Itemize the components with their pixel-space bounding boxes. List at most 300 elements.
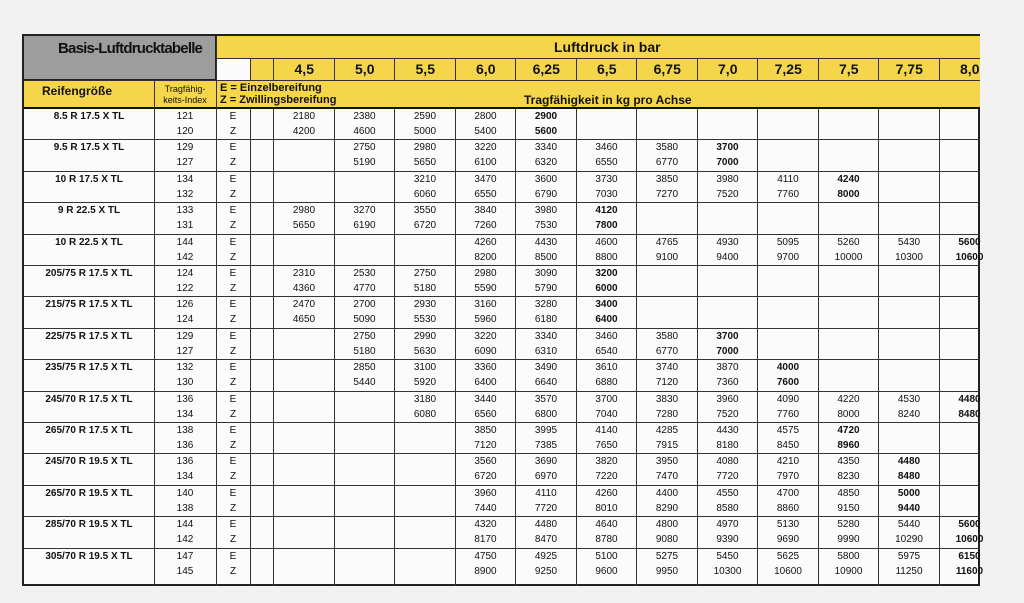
capacity-single: 6150 [958,550,981,562]
tire-size: 245/70 R 19.5 X TL [45,456,133,468]
load-index-dual: 142 [176,534,194,546]
capacity-single: 2930 [413,299,437,311]
capacity-single: 3995 [534,425,558,436]
capacity-single: 5600 [958,519,981,531]
capacity-single: 4120 [595,205,618,217]
mounting-dual: Z [229,220,237,232]
capacity-dual: 7000 [716,157,739,169]
capacity-dual: 6640 [534,377,558,389]
capacity-single: 3220 [474,142,497,154]
capacity-dual: 8480 [897,471,921,483]
mounting-single: E [229,330,237,342]
divider [697,58,698,80]
capacity-single: 3460 [595,142,618,154]
capacity-single: 5625 [776,550,800,562]
capacity-single: 5800 [837,550,860,562]
capacity-single: 3340 [534,142,558,154]
capacity-dual: 8450 [776,440,800,451]
capacity-single: 4700 [776,487,800,499]
load-index-single: 136 [176,393,194,405]
pressure-value: 7,25 [774,61,802,77]
divider [250,58,251,80]
mounting-dual: Z [229,377,237,389]
capacity-dual: 8500 [534,251,558,263]
load-index-single: 126 [176,299,194,311]
capacity-dual: 8180 [716,440,739,451]
capacity-dual: 6560 [474,408,497,420]
tire-size: 245/70 R 17.5 X TL [45,393,133,405]
capacity-dual: 7970 [776,471,800,483]
divider [24,80,980,81]
capacity-single: 4320 [474,519,497,531]
capacity-dual: 9100 [655,251,679,263]
capacity-dual: 4200 [292,126,316,137]
divider [878,58,879,80]
capacity-single: 3180 [413,393,437,405]
capacity-dual: 7600 [776,377,800,389]
mounting-dual: Z [229,283,237,294]
pressure-value: 7,0 [718,61,738,77]
capacity-dual: 5920 [413,377,437,389]
capacity-dual: 10000 [834,251,863,263]
load-index-single: 136 [176,456,194,468]
mounting-single: E [229,111,237,122]
capacity-dual: 6310 [534,345,558,357]
divider [576,58,577,80]
tire-size: 205/75 R 17.5 X TL [45,268,133,279]
capacity-single: 3700 [595,393,618,405]
capacity-dual: 7270 [655,188,679,200]
title-box [24,36,216,80]
capacity-dual: 5790 [534,283,558,294]
divider [455,58,456,80]
capacity-dual: 8290 [655,502,679,514]
divider [818,58,819,80]
capacity-single: 2530 [353,268,376,279]
pressure-value: 5,5 [415,61,435,77]
capacity-single: 2700 [353,299,376,311]
capacity-dual: 6180 [534,314,558,326]
capacity-dual: 7220 [595,471,618,483]
capacity-dual: 8010 [595,502,618,514]
mounting-single: E [229,268,237,279]
capacity-dual: 5090 [353,314,376,326]
capacity-dual: 11250 [895,565,923,577]
capacity-single: 2750 [413,268,437,279]
capacity-single: 3980 [716,173,739,185]
pressure-value: 7,5 [839,61,859,77]
capacity-dual: 5650 [413,157,437,169]
capacity-dual: 4360 [292,283,316,294]
capacity-single: 2850 [353,362,376,374]
capacity-dual: 5180 [413,283,437,294]
capacity-dual: 9400 [716,251,739,263]
capacity-dual: 5400 [474,126,497,137]
capacity-single: 4090 [776,393,800,405]
capacity-dual: 6320 [534,157,558,169]
capacity-dual: 7000 [716,345,739,357]
mounting-dual: Z [229,126,237,137]
capacity-dual: 6800 [534,408,558,420]
capacity-dual: 8470 [534,534,558,546]
load-index-single: 140 [176,487,194,499]
mounting-dual: Z [229,188,237,200]
capacity-dual: 10290 [895,534,923,546]
mounting-dual: Z [229,408,237,420]
capacity-single: 4285 [655,425,679,436]
capacity-single: 4210 [776,456,800,468]
load-index-single: 129 [176,330,194,342]
capacity-single: 5975 [897,550,921,562]
capacity-single: 4430 [716,425,739,436]
load-index-dual: 145 [176,565,194,577]
capacity-dual: 7360 [716,377,739,389]
capacity-dual: 5440 [353,377,376,389]
capacity-dual: 6720 [474,471,497,483]
capacity-dual: 7120 [474,440,497,451]
pressure-value: 7,75 [895,61,923,77]
capacity-dual: 8170 [474,534,497,546]
capacity-dual: 8230 [837,471,860,483]
capacity-dual: 5630 [413,345,437,357]
divider [394,58,395,80]
load-index-single: 147 [176,550,194,562]
capacity-single: 3100 [413,362,437,374]
capacity-single: 5440 [897,519,921,531]
capacity-single: 2470 [292,299,316,311]
capacity-single: 3830 [655,393,679,405]
pressure-title: Luftdruck in bar [554,39,661,55]
capacity-single: 4970 [716,519,739,531]
mounting-dual: Z [229,502,237,514]
capacity-dual: 11600 [955,565,984,577]
mounting-single: E [229,142,237,154]
capacity-single: 3550 [413,205,437,217]
capacity-single: 4750 [474,550,497,562]
capacity-dual: 9150 [837,502,860,514]
load-index-header: Tragfähig- keits-Index [163,84,207,105]
capacity-dual: 7385 [534,440,558,451]
mounting-dual: Z [229,534,237,546]
capacity-dual: 6720 [413,220,437,232]
capacity-single: 2180 [292,111,316,122]
capacity-single: 4220 [837,393,860,405]
capacity-single: 5100 [595,550,618,562]
capacity-single: 3960 [716,393,739,405]
capacity-dual: 7760 [776,408,800,420]
capacity-single: 3570 [534,393,558,405]
capacity-single: 4480 [958,393,981,405]
capacity-single: 5095 [776,236,800,248]
capacity-dual: 6400 [474,377,497,389]
capacity-single: 3870 [716,362,739,374]
tire-size: 8.5 R 17.5 X TL [53,111,125,122]
capacity-header: Tragfähigkeit in kg pro Achse [524,93,692,107]
capacity-dual: 7530 [534,220,558,232]
capacity-single: 2980 [413,142,437,154]
capacity-single: 3820 [595,456,618,468]
mounting-single: E [229,205,237,217]
mounting-single: E [229,393,237,405]
mounting-single: E [229,425,237,436]
capacity-dual: 7800 [595,220,618,232]
capacity-dual: 7260 [474,220,497,232]
pressure-value: 6,5 [597,61,617,77]
capacity-single: 4530 [897,393,921,405]
capacity-dual: 7915 [655,440,679,451]
mounting-single: E [229,299,237,311]
capacity-dual: 8200 [474,251,497,263]
capacity-dual: 6100 [474,157,497,169]
capacity-dual: 6790 [534,188,558,200]
divider [757,58,758,80]
capacity-single: 3580 [655,142,679,154]
capacity-single: 2980 [474,268,497,279]
capacity-single: 4110 [777,173,799,185]
capacity-single: 4550 [716,487,739,499]
legend-dual: Z = Zwillingsbereifung [220,94,337,106]
load-index-dual: 131 [176,220,194,232]
capacity-dual: 8240 [897,408,921,420]
capacity-dual: 6190 [353,220,376,232]
capacity-dual: 8800 [595,251,618,263]
load-index-dual: 134 [176,471,194,483]
capacity-single: 3960 [474,487,497,499]
capacity-dual: 8000 [837,408,860,420]
capacity-dual: 7760 [776,188,800,200]
divider [334,58,335,80]
capacity-dual: 6090 [474,345,497,357]
divider [515,58,516,80]
load-index-dual: 127 [176,157,194,169]
tire-size: 225/75 R 17.5 X TL [45,330,133,342]
capacity-dual: 6060 [413,188,437,200]
load-index-dual: 120 [176,126,194,137]
capacity-dual: 10900 [834,565,863,577]
capacity-dual: 9250 [534,565,558,577]
capacity-dual: 6000 [595,283,618,294]
capacity-single: 2310 [292,268,316,279]
capacity-single: 4850 [837,487,860,499]
capacity-dual: 5000 [413,126,437,137]
divider [273,58,274,80]
capacity-single: 3740 [655,362,679,374]
capacity-dual: 5530 [413,314,437,326]
tire-size: 285/70 R 19.5 X TL [45,519,133,531]
capacity-single: 3200 [595,268,618,279]
capacity-dual: 6550 [474,188,497,200]
capacity-dual: 6550 [595,157,618,169]
tire-size: 9 R 22.5 X TL [57,205,121,217]
capacity-single: 2750 [353,330,376,342]
capacity-single: 3950 [655,456,679,468]
capacity-single: 3220 [474,330,497,342]
capacity-dual: 8580 [716,502,739,514]
capacity-single: 2800 [474,111,497,122]
capacity-dual: 10600 [774,565,802,577]
capacity-dual: 6770 [655,157,679,169]
mounting-single: E [229,550,237,562]
capacity-single: 3980 [534,205,558,217]
load-index-single: 133 [176,205,194,217]
load-index-dual: 136 [176,440,194,451]
capacity-single: 4140 [595,425,618,436]
load-index-single: 144 [176,519,194,531]
capacity-dual: 5180 [353,345,376,357]
capacity-single: 3850 [655,173,679,185]
capacity-single: 4430 [534,236,558,248]
load-index-dual: 132 [176,188,194,200]
divider [939,108,940,586]
capacity-dual: 5960 [474,314,497,326]
capacity-dual: 10300 [713,565,742,577]
load-index-dual: 134 [176,408,194,420]
capacity-single: 3090 [534,268,558,279]
capacity-dual: 9950 [655,565,679,577]
legend-single: E = Einzelbereifung [220,82,322,94]
capacity-dual: 6880 [595,377,618,389]
capacity-dual: 8000 [837,188,860,200]
capacity-dual: 6400 [595,314,618,326]
load-index-single: 138 [176,425,194,436]
capacity-single: 4260 [595,487,618,499]
capacity-single: 3610 [595,362,618,374]
capacity-single: 3490 [534,362,558,374]
capacity-dual: 5190 [353,157,376,169]
air-pressure-table [22,34,984,586]
capacity-single: 2990 [413,330,437,342]
capacity-single: 3440 [474,393,497,405]
capacity-single: 3580 [655,330,679,342]
capacity-single: 4600 [595,236,618,248]
capacity-dual: 9600 [595,565,618,577]
tire-size: 265/70 R 17.5 X TL [45,425,133,436]
capacity-single: 4400 [655,487,679,499]
capacity-dual: 8860 [776,502,800,514]
capacity-single: 3210 [413,173,437,185]
load-index-single: 144 [176,236,194,248]
tire-size: 305/70 R 19.5 X TL [45,550,133,562]
capacity-single: 4575 [776,425,800,436]
capacity-dual: 5650 [292,220,316,232]
tire-size: 235/75 R 17.5 X TL [45,362,133,374]
capacity-single: 4800 [655,519,679,531]
capacity-single: 3560 [474,456,497,468]
capacity-dual: 7280 [655,408,679,420]
capacity-single: 5450 [716,550,739,562]
divider [939,58,940,80]
capacity-single: 4720 [837,425,860,436]
capacity-single: 5130 [776,519,800,531]
capacity-dual: 10600 [955,534,984,546]
capacity-dual: 10300 [895,251,923,263]
capacity-dual: 7720 [716,471,739,483]
mounting-dual: Z [229,157,237,169]
tire-size: 215/75 R 17.5 X TL [45,299,133,311]
capacity-single: 2750 [353,142,376,154]
capacity-single: 4350 [837,456,860,468]
capacity-single: 2980 [292,205,316,217]
capacity-dual: 4770 [353,283,376,294]
load-index-dual: 138 [176,502,194,514]
capacity-dual: 7470 [655,471,679,483]
capacity-single: 4110 [535,487,557,499]
divider [273,108,274,586]
mounting-dual: Z [229,565,237,577]
capacity-dual: 6080 [413,408,437,420]
capacity-dual: 9700 [776,251,800,263]
capacity-single: 3340 [534,330,558,342]
pressure-value: 4,5 [294,61,314,77]
tire-size: 9.5 R 17.5 X TL [53,142,125,154]
capacity-single: 2590 [413,111,437,122]
capacity-dual: 9990 [837,534,860,546]
capacity-single: 3360 [474,362,497,374]
capacity-single: 5430 [897,236,921,248]
capacity-dual: 8780 [595,534,618,546]
pressure-value: 6,0 [476,61,496,77]
pressure-value: 6,75 [653,61,681,77]
capacity-dual: 8480 [958,408,981,420]
mounting-dual: Z [229,314,237,326]
capacity-single: 4260 [474,236,497,248]
pressure-value: 6,25 [532,61,560,77]
capacity-single: 3600 [534,173,558,185]
load-index-dual: 142 [176,251,194,263]
load-index-single: 121 [176,111,194,122]
capacity-single: 4080 [716,456,739,468]
capacity-single: 4930 [716,236,739,248]
mounting-single: E [229,236,237,248]
capacity-dual: 7520 [716,408,739,420]
load-index-dual: 124 [176,314,194,326]
capacity-single: 3400 [595,299,618,311]
tire-size: 10 R 17.5 X TL [55,173,123,185]
capacity-single: 3840 [474,205,497,217]
pressure-value: 5,0 [355,61,375,77]
capacity-single: 4480 [897,456,921,468]
capacity-single: 3460 [595,330,618,342]
capacity-dual: 4600 [353,126,376,137]
capacity-single: 4000 [776,362,800,374]
capacity-dual: 7720 [534,502,558,514]
capacity-single: 5600 [958,236,981,248]
capacity-single: 5275 [655,550,679,562]
capacity-single: 3730 [595,173,618,185]
load-index-single: 124 [176,268,194,279]
capacity-dual: 9690 [776,534,800,546]
capacity-dual: 9080 [655,534,679,546]
capacity-dual: 7120 [655,377,679,389]
capacity-single: 4765 [655,236,679,248]
capacity-dual: 6770 [655,345,679,357]
capacity-single: 5260 [837,236,860,248]
pressure-value: 8,0 [960,61,980,77]
load-index-single: 129 [176,142,194,154]
capacity-dual: 4650 [292,314,316,326]
tire-size-header: Reifengröße [42,84,113,98]
capacity-single: 4925 [534,550,558,562]
load-index-single: 134 [176,173,194,185]
capacity-dual: 9440 [897,502,921,514]
mounting-dual: Z [229,251,237,263]
mounting-dual: Z [229,345,237,357]
mounting-dual: Z [229,440,237,451]
capacity-dual: 7440 [474,502,497,514]
load-index-dual: 130 [176,377,194,389]
capacity-dual: 5600 [534,126,558,137]
capacity-single: 3470 [474,173,497,185]
